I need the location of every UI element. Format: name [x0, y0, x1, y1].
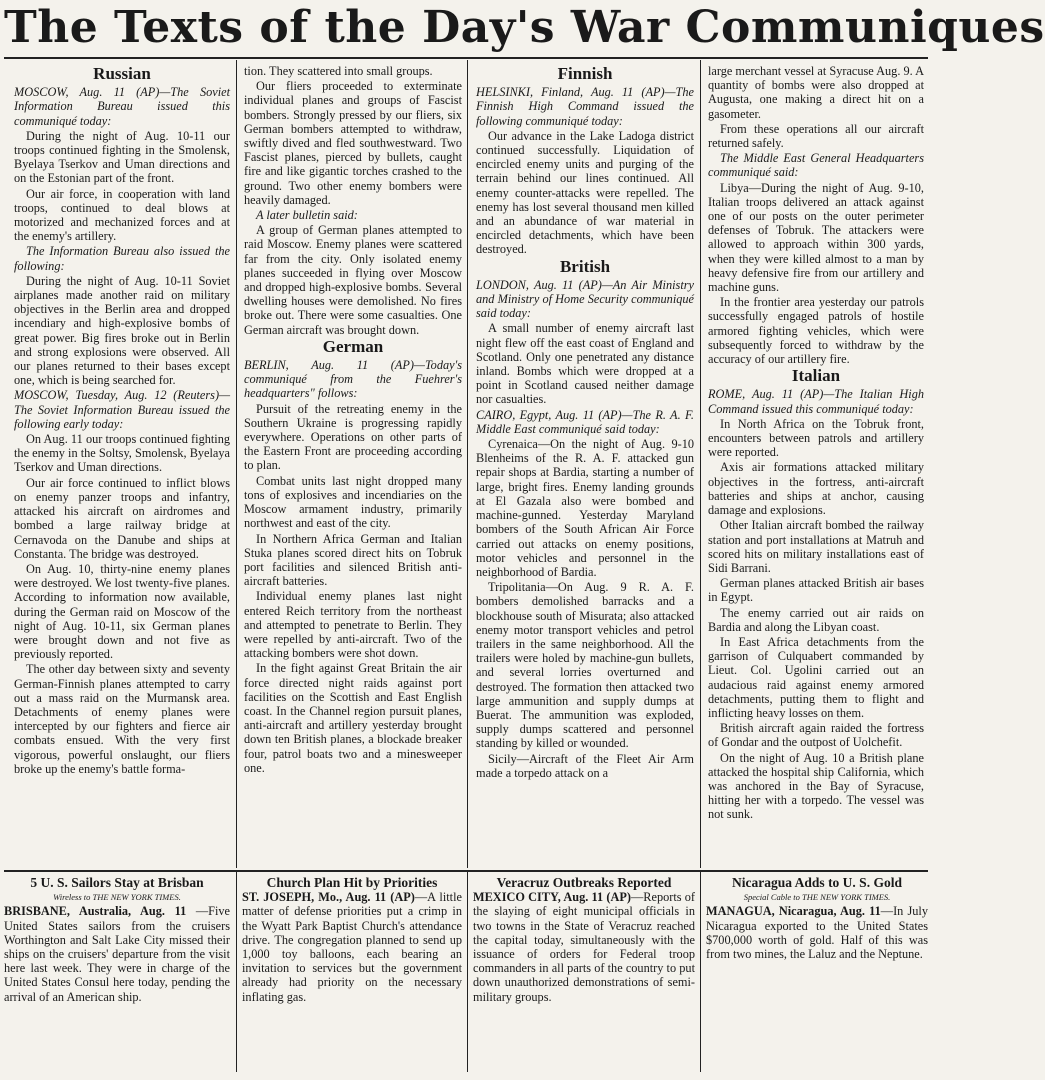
paragraph: The Middle East General Headquarters communiqué said: [708, 151, 924, 180]
dateline: HELSINKI, Finland, Aug. 11 (AP) [476, 85, 665, 100]
story-nicaragua-gold [706, 876, 928, 1072]
story-veracruz-outbreaks [473, 876, 695, 1072]
paragraph: In North Africa on the Tobruk front, encounters between patrols and artillery were reported. [708, 416, 924, 460]
paragraph: The other day between sixty and seventy German-Finnish planes attempted to carry out a mass raid on the Murmansk area. Detachments of enemy planes were intercepted by our fighters and fierce air combats ensued. With the very first vigorous, powerful onslaught, our fliers broke up the enemy's battle forma- [14, 662, 230, 776]
story-title: Nicaragua Adds to U. S. Gold [732, 875, 902, 890]
box-rule-2 [467, 872, 468, 1072]
story-body: —Reports of the slaying of eight municipal officials in two towns in the State of Veracruz reached the capital today, simultaneously with the issuance of orders for Federal troop commanders in all parts of the country to put down unauthorized demonstrations of semi-military groups. [473, 890, 696, 1004]
dateline: MANAGUA, Nicaragua, Aug. 11 [706, 904, 881, 919]
lead-text: —The R. A. F. Middle East communiqué said today: [476, 407, 694, 436]
paragraph: Cyrenaica—On the night of Aug. 9-10 Blenheims of the R. A. F. attacked gun repair shops at Bardia, starting a number of large, bright fires. Enemy landing grounds at El Gazala also were bombed and machine-gunned. Yesterday Maryland bombers of the South African Air Force carried out attacks on enemy positions, motor vehicles and personnel in the neighborhood of Bardia. [476, 437, 694, 579]
paragraph: Individual enemy planes last night entered Reich territory from the northeast and attempted to penetrate to Berlin. They were repelled by anti-aircraft. Two of the attacking bombers were shot down. [244, 589, 462, 661]
paragraph: Combat units last night dropped many tons of explosives and incendiaries on the Moscow armament industry, primarily northwest and east of the city. [244, 473, 462, 531]
paragraph: Other Italian aircraft bombed the railway station and port installations at Matruh and scored hits on military installations east of Sidi Barrani. [708, 518, 924, 575]
story-title: Church Plan Hit by Priorities [266, 875, 438, 890]
paragraph: The Information Bureau also issued the following: [14, 244, 230, 273]
paragraph: From these operations all our aircraft returned safely. [708, 121, 924, 151]
paragraph: On the night of Aug. 10 a British plane attacked the hospital ship California, which was anchored in the Bay of Syracuse, hitting her with a torpedo. The vessel was not sunk. [708, 750, 924, 822]
section-heading-british: British [559, 256, 611, 276]
dateline: BRISBANE, Australia, Aug. 11 [4, 904, 187, 919]
lead-text: —The Soviet Information Bureau issued this communiqué today: [14, 85, 230, 128]
story-body: —In July Nicaragua exported to the United States $700,000 worth of gold. Half of this was from two mines, the Laluz and the Neptune. [706, 904, 928, 962]
dateline: MOSCOW, Tuesday, Aug. 12 (Reuters) [14, 388, 220, 403]
dateline: LONDON, Aug. 11 (AP) [476, 277, 602, 292]
paragraph: On Aug. 10, thirty-nine enemy planes were destroyed. We lost twenty-five planes. According to information now available, during the German raid on Moscow of the night of Aug. 10-11, six German planes were brought down and not five as previously reported. [14, 561, 230, 662]
column-rule-2 [467, 60, 468, 868]
wireless-credit: Special Cable to THE NEW YORK TIMES. [743, 892, 891, 903]
paragraph: In East Africa detachments from the garrison of Culquabert commanded by Lieut. Col. Ugolini carried out an audacious raid against enemy armored detachments, putting them to flight and inflicting heavy losses on them. [708, 634, 924, 720]
box-rule-1 [236, 872, 237, 1072]
column-german [244, 64, 462, 868]
lead-text: —Today's communiqué from the Fuehrer's headquarters" follows: [244, 358, 462, 401]
wireless-credit: Wireless to THE NEW YORK TIMES. [53, 892, 181, 903]
lead-text: —The Soviet Information Bureau issued the following early today: [14, 388, 230, 431]
paragraph: Tripolitania—On Aug. 9 R. A. F. bombers demolished barracks and a blockhouse south of Misurata; also attacked enemy motor transport vehicles and petrol trailers in the same neighborhood. All the trailers were holed by machine-gun bullets, and several lorries overturned and destroyed. The formation then attacked two large ammunition and supply dumps at Buerat. The ammunition was exploded, supply dumps scattered and personnel standing by killed or wounded. [476, 580, 694, 751]
dateline: ST. JOSEPH, Mo., Aug. 11 (AP) [242, 890, 415, 905]
column-italian [708, 64, 924, 868]
section-heading-finnish: Finnish [557, 64, 613, 83]
paragraph: A small number of enemy aircraft last night flew off the east coast of England and Scotland. Only one penetrated any distance inland. Bombs which were dropped at a point in Scotland caused neither damage nor casualties. [476, 321, 694, 407]
column-rule-3 [700, 60, 701, 868]
section-heading-german: German [322, 336, 384, 356]
lead-text: —An Air Ministry and Ministry of Home Security communiqué said today: [476, 277, 694, 321]
story-title: Veracruz Outbreaks Reported [496, 875, 672, 890]
column-finnish-british [476, 64, 694, 868]
paragraph: A later bulletin said: [256, 208, 358, 223]
paragraph: Our fliers proceeded to exterminate individual planes and groups of Fascist bombers. Strongly pressed by our fliers, six German bombers attempted to withdraw, swiftly dived and fled southwestward. Two Fascist planes, pierced by bullets, caught fire and like gigantic torches crashed to the ground. Two other enemy bombers were heavily damaged. [244, 79, 462, 207]
bottom-section-rule [4, 870, 928, 872]
paragraph: During the night of Aug. 10-11 our troops continued fighting in the Smolensk, Byelaya Tserkov and Uman directions and on the Estonian part of the front. [14, 128, 230, 186]
paragraph: Pursuit of the retreating enemy in the Southern Ukraine is progressing rapidly everywhere. Operations on other parts of the Eastern Front are proceeding according to plan. [244, 401, 462, 473]
headline-rule [4, 57, 928, 59]
lead-text: —The Finnish High Command issued the following communiqué today: [476, 85, 694, 128]
story-title: 5 U. S. Sailors Stay at Brisban [30, 875, 204, 890]
dateline: MEXICO CITY, Aug. 11 (AP) [473, 890, 631, 905]
section-heading-italian: Italian [791, 366, 841, 386]
lead-text: —The Italian High Command issued this communiqué today: [708, 387, 924, 416]
paragraph: German planes attacked British air bases in Egypt. [708, 576, 924, 605]
paragraph: Our air force continued to inflict blows on enemy panzer troops and infantry, attacked his aircraft on airdromes and bombed a large railway bridge at Cernavoda on the Danube and ships at Constanta. The bridge was destroyed. [14, 475, 230, 561]
paragraph: large merchant vessel at Syracuse Aug. 9. A quantity of bombs were also dropped at Augusta, one making a direct hit on a gasometer. [708, 64, 924, 121]
dateline: BERLIN, Aug. 11 (AP) [244, 358, 415, 373]
story-body: —Five United States sailors from the cruisers Worthington and Salt Lake City missed their ships on the cruisers' departure from the visit here last week. They were in charge of the United States Consul here today, pending the arrival of an American ship. [4, 904, 230, 1004]
column-rule-1 [236, 60, 237, 868]
paragraph: Our advance in the Lake Ladoga district continued successfully. Liquidation of encircled enemy units and purging of the terrain behind our lines continued. All enemy counter-attacks were repelled. The enemy has lost several thousand men killed and an abundance of war material in encircled detachments, which have been destroyed. [476, 128, 694, 257]
paragraph: Libya—During the night of Aug. 9-10, Italian troops delivered an attack against one of our posts on the outer perimeter defenses of Tobruk. The attackers were allowed to approach within 300 yards, when they were killed almost to a man by heavy defensive fire from our artillery and machine guns. [708, 180, 924, 295]
paragraph: A group of German planes attempted to raid Moscow. Enemy planes were scattered far from the city. Only isolated enemy planes succeeded in flying over Moscow and dropped high-explosive bombs. Several dwelling houses were demolished. No fires broke out. There were some casualties. One German aircraft was brought down. [244, 223, 462, 337]
paragraph: tion. They scattered into small groups. [244, 64, 433, 78]
dateline: MOSCOW, Aug. 11 (AP) [14, 85, 160, 100]
section-heading-russian: Russian [93, 64, 151, 83]
paragraph: In the frontier area yesterday our patrols successfully engaged patrols of hostile armored fighting vehicles, which were subsequently forced to withdraw by the accuracy of our artillery fire. [708, 295, 924, 367]
paragraph: In the fight against Great Britain the air force directed night raids against port facilities on the Scottish and East English coast. In the Channel region pursuit planes, anti-aircraft and artillery yesterday brought down ten British planes, a blockade breaker four, patrol boats two and a minesweeper one. [244, 661, 462, 775]
box-rule-3 [700, 872, 701, 1072]
paragraph: During the night of Aug. 10-11 Soviet airplanes made another raid on military objectives in the Berlin area and dropped incendiary and high-explosive bombs of great power. Big fires broke out in Berlin and strong explosions were observed. All our planes returned to their bases except one, which is being searched for. [14, 273, 230, 388]
column-russian [14, 64, 230, 868]
paragraph: British aircraft again raided the fortress of Gondar and the outpost of Uolchefit. [708, 721, 924, 750]
paragraph: Sicily—Aircraft of the Fleet Air Arm made a torpedo attack on a [476, 751, 694, 780]
paragraph: In Northern Africa German and Italian Stuka planes scored direct hits on Tobruk port facilities and silenced British anti-aircraft batteries. [244, 531, 462, 589]
paragraph: On Aug. 11 our troops continued fighting the enemy in the Soltsy, Smolensk, Byelaya Tserkov and Uman directions. [14, 432, 230, 475]
story-body: —A little matter of defense priorities put a crimp in the Wyatt Park Baptist Church's attendance drive. The congregation planned to send up 1,000 toy balloons, each bearing an invitation to services but the government already had priority on the necessary inflating gas. [242, 890, 462, 1004]
dateline: CAIRO, Egypt, Aug. 11 (AP) [476, 407, 622, 422]
dateline: ROME, Aug. 11 (AP) [708, 387, 824, 402]
page-headline: The Texts of the Day's War Communiques [4, 2, 1045, 53]
paragraph: The enemy carried out air raids on Bardia and along the Libyan coast. [708, 605, 924, 634]
paragraph: Our air force, in cooperation with land troops, continued to deal blows at motorized and mechanized forces and at the enemy's artillery. [14, 186, 230, 244]
story-brisbane-sailors [4, 876, 230, 1072]
story-church-priorities [242, 876, 462, 1072]
paragraph: Axis air formations attacked military objectives in the fortress, anti-aircraft batteries and ships at anchor, causing damage and explosions. [708, 460, 924, 518]
